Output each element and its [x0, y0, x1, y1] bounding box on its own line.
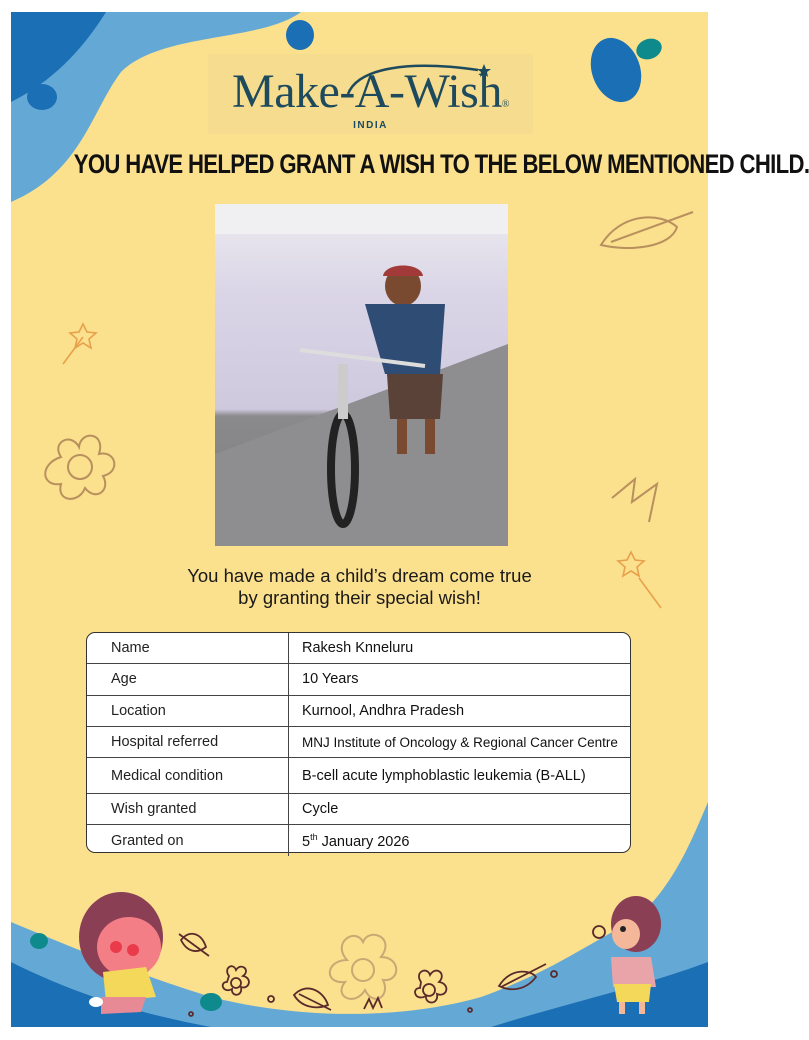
- row-label: Granted on: [87, 825, 289, 855]
- table-row: [87, 664, 630, 695]
- blob: [582, 31, 650, 109]
- date-suffix: th: [310, 831, 318, 842]
- table-row: [87, 794, 630, 825]
- certificate-page: [11, 12, 809, 1027]
- table-row: [87, 696, 630, 727]
- blob: [286, 20, 314, 50]
- row-value: Kurnool, Andhra Pradesh: [302, 702, 465, 719]
- registered-mark: ®: [501, 99, 509, 110]
- leaf-icon: [601, 212, 693, 248]
- row-value: MNJ Institute of Oncology & Regional Cancer Centre: [302, 734, 618, 750]
- row-value: B-cell acute lymphoblastic leukemia (B-ALL): [302, 767, 586, 784]
- tagline-line-2: by granting their special wish!: [238, 587, 481, 608]
- child-photo: [215, 204, 508, 546]
- make-a-wish-logo: [208, 54, 533, 134]
- logo-region-text: INDIA: [353, 120, 388, 131]
- row-value: [289, 832, 410, 850]
- row-label: Location: [87, 696, 289, 726]
- blob: [30, 933, 48, 949]
- row-label: Medical condition: [87, 758, 289, 793]
- row-value: 10 Years: [302, 671, 359, 688]
- row-label: Age: [87, 664, 289, 694]
- date-rest: January 2026: [317, 833, 410, 850]
- row-value: Rakesh Knneluru: [302, 640, 414, 657]
- headline: YOU HAVE HELPED GRANT A WISH TO THE BELOW MENTIONED CHILD.: [73, 149, 809, 179]
- row-label: Name: [87, 633, 289, 663]
- table-row: [87, 727, 630, 758]
- flower-icon: [45, 436, 114, 499]
- blob: [200, 993, 222, 1011]
- flower-icon: [330, 935, 396, 999]
- row-label: Hospital referred: [87, 727, 289, 757]
- tagline-line-1: You have made a child’s dream come true: [187, 565, 532, 586]
- blob: [27, 84, 57, 110]
- magic-wand-icon: [63, 324, 96, 364]
- table-row: [87, 633, 630, 664]
- table-row: [87, 758, 630, 794]
- tagline: [11, 565, 708, 609]
- photo-illustration: [215, 204, 508, 546]
- row-label: Wish granted: [87, 794, 289, 824]
- table-row: [87, 825, 630, 855]
- logo-brand-text: Make-A-Wish®: [232, 65, 509, 118]
- wish-details-table: [86, 632, 631, 853]
- zigzag-icon: [612, 479, 657, 522]
- date-day: 5: [302, 833, 311, 850]
- row-value: Cycle: [302, 801, 339, 818]
- blob: [633, 35, 664, 63]
